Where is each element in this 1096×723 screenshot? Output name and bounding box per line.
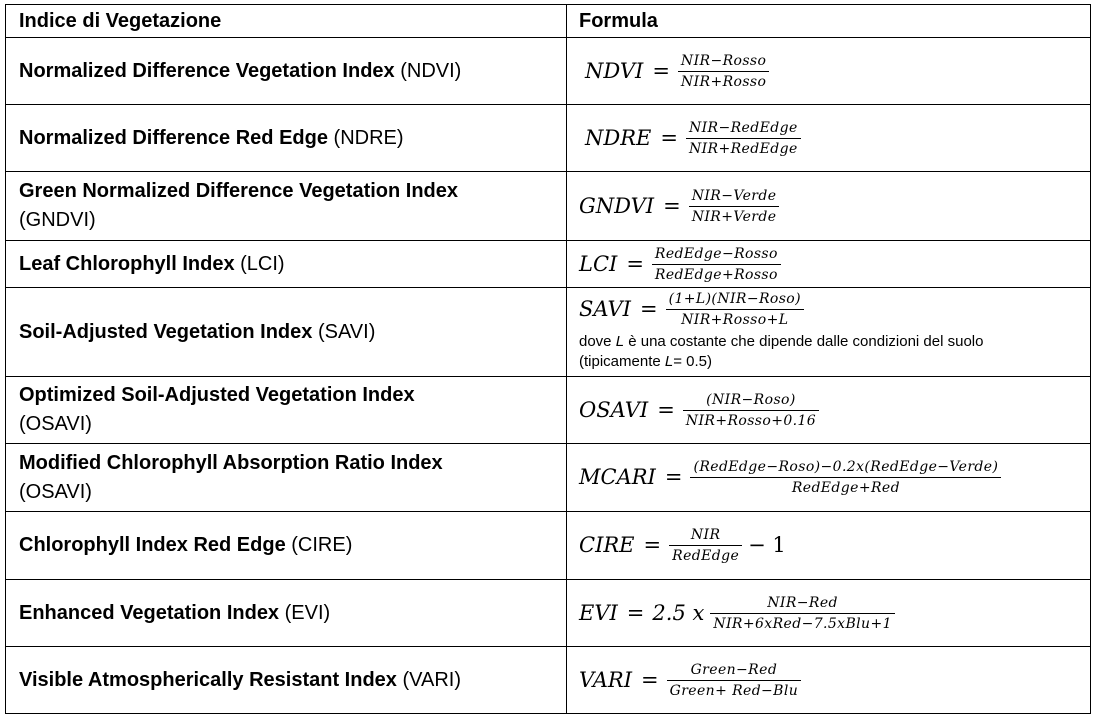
- denominator: Green+ Red−Blu: [669, 682, 799, 699]
- fraction: [686, 121, 801, 156]
- denominator: RedEdge+Rosso: [654, 266, 778, 283]
- index-abbr: (NDRE): [333, 126, 404, 149]
- index-abbr: (VARI): [402, 668, 461, 691]
- denominator: RedEdge+Red: [791, 480, 900, 496]
- index-name-cell: [6, 288, 567, 377]
- equals-sign: =: [660, 125, 678, 150]
- formula-cell: [567, 288, 1091, 377]
- formula-lhs: MCARI: [579, 465, 656, 489]
- denominator: NIR+Rosso+L: [681, 312, 789, 328]
- numerator: (1+L)(NIR−Roso): [668, 291, 801, 307]
- denominator: RedEdge: [672, 548, 740, 564]
- index-abbr: (NDVI): [400, 59, 462, 82]
- note-text: è una costante che dipende dalle condizioni del suolo: [624, 333, 984, 350]
- index-abbr: (EVI): [284, 601, 331, 624]
- formula-lhs: CIRE: [579, 533, 635, 557]
- fraction: [678, 54, 769, 89]
- note-variable: L: [664, 353, 674, 370]
- index-abbr: (GNDVI): [19, 209, 96, 231]
- formula-cell: [567, 172, 1091, 241]
- formula-cell: [567, 580, 1091, 647]
- note-text: (tipicamente: [579, 353, 665, 370]
- numerator: (NIR−Roso): [706, 391, 796, 408]
- equals-sign: =: [664, 465, 683, 489]
- formula: [579, 528, 1090, 563]
- numerator: NIR−Red: [767, 594, 838, 611]
- index-name-cell: [6, 105, 567, 172]
- index-name-cell: [6, 512, 567, 580]
- equals-sign: =: [643, 533, 662, 557]
- index-abbr: (LCI): [240, 252, 285, 275]
- numerator: NIR−Verde: [691, 187, 777, 204]
- equals-sign: =: [657, 397, 675, 422]
- index-name: Chlorophyll Index Red Edge: [19, 534, 286, 556]
- denominator: NIR+6xRed−7.5xBlu+1: [713, 615, 892, 632]
- fraction: [666, 292, 804, 327]
- vegetation-index-table: [5, 4, 1091, 714]
- numerator: NIR: [690, 527, 721, 543]
- formula: [579, 247, 1090, 282]
- numerator: NIR−RedEdge: [688, 119, 798, 136]
- equals-sign: =: [639, 297, 658, 321]
- formula: [579, 663, 1090, 698]
- index-abbr: (SAVI): [317, 320, 376, 343]
- index-name: Visible Atmospherically Resistant Index: [19, 668, 397, 691]
- table-row: [6, 38, 1091, 105]
- formula: [585, 121, 1090, 156]
- formula-lhs: GNDVI: [579, 193, 655, 218]
- note-variable: L: [615, 333, 625, 350]
- fraction: [667, 663, 802, 698]
- index-name: Normalized Difference Vegetation Index: [19, 59, 395, 82]
- table-row: [6, 241, 1091, 288]
- index-name: Green Normalized Difference Vegetation Index: [19, 180, 459, 202]
- equals-sign: =: [641, 667, 659, 692]
- formula-cell: [567, 647, 1091, 714]
- header-formula: Formula: [567, 5, 1091, 38]
- index-name: Enhanced Vegetation Index: [19, 601, 280, 624]
- index-name-cell: [6, 647, 567, 714]
- formula: [579, 189, 1090, 224]
- numerator: (RedEdge−Roso)−0.2x(RedEdge−Verde): [693, 459, 999, 475]
- formula-lhs: LCI: [579, 251, 618, 276]
- denominator: NIR+Rosso+0.16: [685, 412, 817, 429]
- denominator: NIR+RedEdge: [688, 140, 798, 157]
- header-index: Indice di Vegetazione: [6, 5, 567, 38]
- denominator: NIR+Rosso: [680, 73, 767, 90]
- formula-lhs: EVI: [579, 600, 618, 625]
- fraction: [683, 393, 819, 428]
- index-name-cell: [6, 241, 567, 288]
- formula-coefficient: 2.5 x: [652, 600, 705, 625]
- index-name-cell: [6, 172, 567, 241]
- note-text: = 0.5): [673, 353, 712, 370]
- formula-cell: [567, 241, 1091, 288]
- equals-sign: =: [626, 251, 644, 276]
- denominator: NIR+Verde: [691, 208, 777, 225]
- formula: [579, 596, 1090, 631]
- index-name: Optimized Soil-Adjusted Vegetation Index: [19, 384, 415, 406]
- index-name: Normalized Difference Red Edge: [19, 126, 328, 149]
- index-name: Leaf Chlorophyll Index: [19, 252, 235, 275]
- table-row: [6, 444, 1091, 512]
- index-name: Soil-Adjusted Vegetation Index: [19, 320, 313, 343]
- index-name-cell: [6, 377, 567, 444]
- formula-lhs: SAVI: [579, 297, 631, 321]
- index-abbr: (OSAVI): [19, 480, 92, 503]
- formula: [579, 292, 1090, 327]
- numerator: Green−Red: [690, 661, 778, 678]
- table-header-row: [6, 5, 1091, 38]
- formula-lhs: OSAVI: [579, 397, 649, 422]
- equals-sign: =: [663, 193, 681, 218]
- fraction: [669, 528, 742, 563]
- table-row: [6, 647, 1091, 714]
- formula: [585, 54, 1090, 89]
- fraction: [689, 189, 780, 224]
- fraction: [690, 460, 1001, 495]
- equals-sign: =: [652, 58, 670, 83]
- formula-cell: [567, 512, 1091, 580]
- table-row: [6, 377, 1091, 444]
- table-row: [6, 172, 1091, 241]
- formula-cell: [567, 105, 1091, 172]
- formula-lhs: NDRE: [585, 125, 652, 150]
- index-name-cell: [6, 38, 567, 105]
- equals-sign: =: [626, 600, 645, 625]
- formula-cell: [567, 38, 1091, 105]
- numerator: RedEdge−Rosso: [654, 245, 778, 262]
- index-name-cell: [6, 580, 567, 647]
- table-row: [6, 580, 1091, 647]
- note-text: dove: [579, 333, 616, 350]
- formula-suffix: − 1: [748, 533, 786, 557]
- table-row: [6, 512, 1091, 580]
- formula: [579, 460, 1090, 495]
- formula-lhs: VARI: [579, 667, 633, 692]
- formula-lhs: NDVI: [585, 58, 644, 83]
- formula: [579, 393, 1090, 428]
- index-abbr: (CIRE): [291, 534, 353, 556]
- table-row: [6, 105, 1091, 172]
- formula-cell: [567, 444, 1091, 512]
- table-row: [6, 288, 1091, 377]
- fraction: [652, 247, 781, 282]
- numerator: NIR−Rosso: [680, 52, 767, 69]
- index-name: Modified Chlorophyll Absorption Ratio Index: [19, 451, 443, 474]
- formula-cell: [567, 377, 1091, 444]
- index-abbr: (OSAVI): [19, 413, 92, 435]
- index-name-cell: [6, 444, 567, 512]
- formula-note: [579, 332, 1090, 372]
- fraction: [710, 596, 895, 631]
